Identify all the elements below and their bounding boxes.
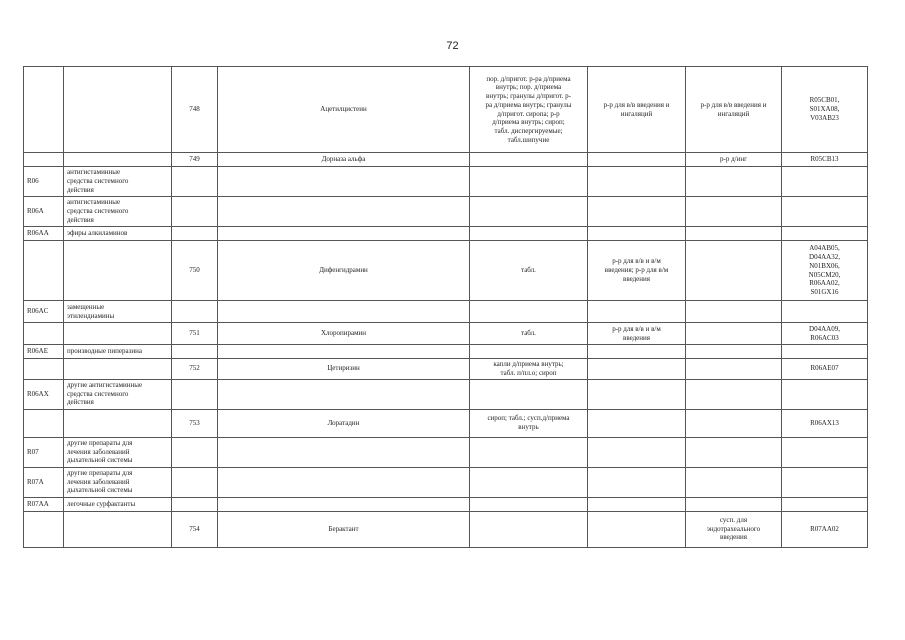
drug-name-cell: [218, 301, 470, 323]
group-name-cell: [64, 323, 172, 345]
cell-text-line: ра д/приема внутрь; гранулы: [485, 100, 572, 109]
dosage-form-cell: [470, 379, 588, 409]
drug-name-cell: [218, 379, 470, 409]
row-number-cell: 748: [172, 67, 218, 153]
group-name-cell: [64, 167, 172, 197]
row-number-cell: [172, 497, 218, 511]
atc-group-code-cell: [24, 153, 64, 167]
dosage-form-cell: [470, 241, 588, 301]
cell-text-line: другие препараты для: [67, 438, 133, 447]
group-name-cell: [64, 345, 172, 359]
atc-code-cell: [782, 511, 868, 547]
cell-text-line: табл. диспергируемые;: [494, 127, 563, 135]
atc-group-code-cell: R06A: [24, 197, 64, 227]
row-number-cell: [172, 197, 218, 227]
cell-text-line: введения; р-р для в/м: [604, 266, 669, 275]
dosage-form-cell: [470, 67, 588, 153]
table-row: [24, 301, 868, 323]
row-number-cell: 752: [172, 359, 218, 380]
dosage-form-cell: [470, 511, 588, 547]
cell-text-line: табл.: [521, 266, 536, 275]
row-number-cell: [172, 301, 218, 323]
dosage-form-cell: [470, 437, 588, 467]
cell-text-line: средства системного: [67, 207, 129, 216]
group-name-cell: [64, 437, 172, 467]
cell-text-line: р-р для в/в и в/м: [612, 324, 661, 333]
drug-name-cell: [218, 167, 470, 197]
cell-text-line: действия: [67, 185, 94, 194]
atc-code-cell: [782, 437, 868, 467]
dosage-form-cell: [470, 497, 588, 511]
route-column-2-cell: [686, 301, 782, 323]
route-column-2-cell: [686, 345, 782, 359]
route-column-2-cell: [686, 409, 782, 437]
route-column-1-cell: [588, 437, 686, 467]
route-column-1-cell: [588, 511, 686, 547]
cell-text-line: D04AA09,: [809, 324, 840, 333]
drug-name-cell: Лоратадин: [218, 409, 470, 437]
route-column-2-cell: [686, 497, 782, 511]
cell-text-line: р-р для в/в введения и: [603, 100, 670, 109]
drug-name-cell: [218, 497, 470, 511]
cell-text-line: S01GX16: [810, 288, 839, 296]
group-name-cell: [64, 409, 172, 437]
route-column-1-cell: [588, 409, 686, 437]
atc-code-cell: [782, 197, 868, 227]
row-number-cell: 754: [172, 511, 218, 547]
atc-code-cell: [782, 153, 868, 167]
cell-text-line: этилендиамины: [67, 311, 115, 320]
dosage-form-cell: [470, 345, 588, 359]
route-column-2-cell: [686, 167, 782, 197]
route-column-1-cell: [588, 227, 686, 241]
atc-code-cell: [782, 359, 868, 380]
table-row: [24, 323, 868, 345]
atc-group-code-cell: [24, 511, 64, 547]
dosage-form-cell: [470, 167, 588, 197]
atc-code-cell: [782, 409, 868, 437]
route-column-1-cell: [588, 467, 686, 497]
atc-code-cell: [782, 241, 868, 301]
cell-text-line: средства системного: [67, 389, 129, 398]
cell-text-line: р-р д/инг: [720, 155, 747, 164]
group-name-cell: [64, 67, 172, 153]
cell-text-line: A04AB05,: [809, 244, 840, 253]
group-name-cell: [64, 301, 172, 323]
cell-text-line: средства системного: [67, 177, 129, 186]
route-column-1-cell: [588, 497, 686, 511]
cell-text-line: д/пригот. сиропа; р-р: [497, 109, 560, 118]
cell-text-line: лечения заболеваний: [67, 477, 130, 486]
table-row: [24, 167, 868, 197]
atc-group-code-cell: [24, 323, 64, 345]
atc-group-code-cell: R07AA: [24, 497, 64, 511]
drug-name-cell: [218, 345, 470, 359]
row-number-cell: 753: [172, 409, 218, 437]
route-column-2-cell: [686, 241, 782, 301]
route-column-2-cell: [686, 359, 782, 380]
table-row: [24, 359, 868, 380]
route-column-1-cell: [588, 301, 686, 323]
group-name-cell: [64, 359, 172, 380]
row-number-cell: 750: [172, 241, 218, 301]
row-number-cell: 749: [172, 153, 218, 167]
cell-text-line: R05CB01,: [809, 96, 840, 105]
cell-text-line: эндотрахеального: [706, 524, 761, 533]
table-row: [24, 409, 868, 437]
group-name-cell: [64, 467, 172, 497]
atc-code-cell: [782, 379, 868, 409]
dosage-form-cell: [470, 227, 588, 241]
table-row: [24, 379, 868, 409]
drug-name-cell: [218, 197, 470, 227]
cell-text-line: другие препараты для: [67, 468, 133, 477]
atc-group-code-cell: [24, 409, 64, 437]
cell-text-line: дыхательной системы: [67, 456, 133, 465]
row-number-cell: 751: [172, 323, 218, 345]
route-column-1-cell: [588, 323, 686, 345]
table-row: [24, 241, 868, 301]
route-column-2-cell: [686, 227, 782, 241]
cell-text-line: внутрь; гранулы д/пригот. р-: [486, 92, 571, 100]
cell-text-line: легочные сурфактанты: [67, 499, 136, 508]
cell-text-line: лечения заболеваний: [67, 447, 130, 456]
dosage-form-cell: [470, 467, 588, 497]
atc-code-cell: [782, 323, 868, 345]
table-row: [24, 511, 868, 547]
dosage-form-cell: [470, 197, 588, 227]
cell-text-line: ингаляций: [717, 109, 750, 118]
atc-group-code-cell: R07: [24, 437, 64, 467]
route-column-2-cell: [686, 379, 782, 409]
drug-name-cell: Хлоропирамин: [218, 323, 470, 345]
table-body: [24, 67, 868, 548]
drug-name-cell: Дорназа альфа: [218, 153, 470, 167]
group-name-cell: [64, 497, 172, 511]
cell-text-line: сироп; табл.; сусп.д/приема: [487, 414, 570, 423]
cell-text-line: N01BX06,: [809, 261, 840, 270]
dosage-form-cell: [470, 409, 588, 437]
cell-text-line: эфиры алкиламинов: [67, 229, 128, 238]
row-number-cell: [172, 379, 218, 409]
atc-code-cell: [782, 67, 868, 153]
atc-code-cell: [782, 227, 868, 241]
drug-name-cell: Дифенгидрамин: [218, 241, 470, 301]
dosage-form-cell: [470, 301, 588, 323]
table-row: [24, 497, 868, 511]
atc-group-code-cell: R06: [24, 167, 64, 197]
atc-group-code-cell: [24, 359, 64, 380]
cell-text-line: введения: [720, 533, 747, 542]
cell-text-line: R07AA02: [810, 524, 839, 533]
cell-text-line: д/приема внутрь; сироп;: [492, 118, 565, 127]
route-column-1-cell: [588, 241, 686, 301]
cell-text-line: введения: [623, 333, 650, 342]
group-name-cell: [64, 511, 172, 547]
route-column-1-cell: [588, 153, 686, 167]
cell-text-line: R05CB13: [810, 155, 839, 164]
cell-text-line: действия: [67, 215, 94, 224]
cell-text-line: R06AE07: [810, 364, 839, 373]
cell-text-line: внутрь; пор. д/приема: [495, 83, 562, 92]
atc-group-code-cell: R07A: [24, 467, 64, 497]
group-name-cell: [64, 153, 172, 167]
cell-text-line: сусп. для: [719, 515, 748, 524]
route-column-2-cell: [686, 437, 782, 467]
cell-text-line: введения: [623, 274, 650, 283]
row-number-cell: [172, 227, 218, 241]
atc-code-cell: [782, 345, 868, 359]
cell-text-line: N05CM20,: [808, 270, 841, 279]
cell-text-line: табл.: [521, 329, 536, 338]
atc-group-code-cell: R06AC: [24, 301, 64, 323]
drug-name-cell: Цетиризин: [218, 359, 470, 380]
cell-text-line: V03AB23: [810, 113, 839, 122]
dosage-form-cell: [470, 323, 588, 345]
atc-code-cell: [782, 167, 868, 197]
route-column-2-cell: [686, 467, 782, 497]
cell-text-line: дыхательной системы: [67, 486, 133, 495]
row-number-cell: [172, 345, 218, 359]
drug-table: [23, 66, 868, 548]
page-number: 72: [446, 40, 459, 52]
atc-group-code-cell: [24, 241, 64, 301]
table-row: [24, 67, 868, 153]
atc-group-code-cell: [24, 67, 64, 153]
atc-code-cell: [782, 301, 868, 323]
cell-text-line: другие антигистаминные: [67, 380, 143, 389]
cell-text-line: R06AC03: [810, 333, 839, 342]
group-name-cell: [64, 227, 172, 241]
table-row: [24, 227, 868, 241]
cell-text-line: замещенные: [67, 302, 105, 311]
group-name-cell: [64, 241, 172, 301]
row-number-cell: [172, 437, 218, 467]
route-column-2-cell: [686, 67, 782, 153]
cell-text-line: табл. п/пл.о; сироп: [500, 368, 557, 377]
route-column-1-cell: [588, 345, 686, 359]
cell-text-line: антигистаминные: [67, 168, 121, 177]
route-column-2-cell: [686, 323, 782, 345]
table-row: [24, 345, 868, 359]
cell-text-line: р-р для в/в и в/м: [612, 257, 661, 266]
drug-name-cell: [218, 227, 470, 241]
drug-name-cell: [218, 467, 470, 497]
route-column-1-cell: [588, 67, 686, 153]
atc-code-cell: [782, 467, 868, 497]
route-column-1-cell: [588, 379, 686, 409]
route-column-1-cell: [588, 197, 686, 227]
atc-code-cell: [782, 497, 868, 511]
cell-text-line: производные пиперазина: [67, 347, 142, 356]
route-column-1-cell: [588, 359, 686, 380]
route-column-1-cell: [588, 167, 686, 197]
table-row: [24, 153, 868, 167]
row-number-cell: [172, 167, 218, 197]
atc-group-code-cell: R06AX: [24, 379, 64, 409]
cell-text-line: действия: [67, 398, 94, 407]
cell-text-line: D04AA32,: [809, 253, 840, 261]
cell-text-line: R06AX13: [810, 418, 839, 427]
route-column-2-cell: [686, 511, 782, 547]
atc-group-code-cell: R06AE: [24, 345, 64, 359]
route-column-2-cell: [686, 197, 782, 227]
drug-name-cell: Берактант: [218, 511, 470, 547]
cell-text-line: ингаляций: [620, 109, 653, 118]
group-name-cell: [64, 197, 172, 227]
cell-text-line: S01XA08,: [809, 105, 840, 114]
cell-text-line: капли д/приема внутрь;: [493, 360, 564, 368]
group-name-cell: [64, 379, 172, 409]
table-row: [24, 197, 868, 227]
dosage-form-cell: [470, 153, 588, 167]
drug-name-cell: Ацетилцистеин: [218, 67, 470, 153]
cell-text-line: р-р для в/в введения и: [700, 100, 767, 109]
table-row: [24, 437, 868, 467]
table-row: [24, 467, 868, 497]
route-column-2-cell: [686, 153, 782, 167]
row-number-cell: [172, 467, 218, 497]
dosage-form-cell: [470, 359, 588, 380]
atc-group-code-cell: R06AA: [24, 227, 64, 241]
cell-text-line: внутрь: [518, 423, 539, 431]
drug-name-cell: [218, 437, 470, 467]
cell-text-line: R06AA02,: [809, 279, 840, 288]
cell-text-line: табл.шипучие: [507, 135, 550, 144]
cell-text-line: антигистаминные: [67, 198, 121, 207]
cell-text-line: пор. д/пригот. р-ра д/приема: [486, 74, 571, 83]
